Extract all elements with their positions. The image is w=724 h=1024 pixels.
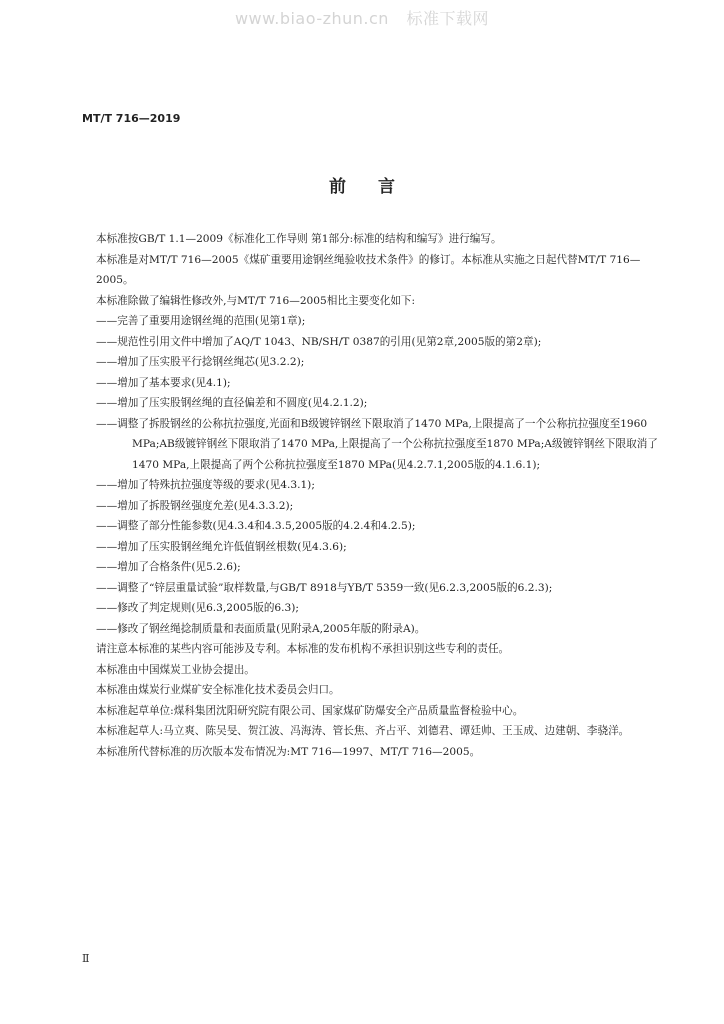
paragraph: 本标准所代替标准的历次版本发布情况为:MT 716—1997、MT/T 716—2005。 — [96, 745, 481, 758]
change-item: ——增加了基本要求(见4.1); — [96, 376, 231, 389]
paragraph: 本标准由中国煤炭工业协会提出。 — [96, 663, 255, 676]
change-item: ——增加了压实股钢丝绳允许低值钢丝根数(见4.3.6); — [96, 540, 347, 553]
change-item: ——修改了判定规则(见6.3,2005版的6.3); — [96, 602, 299, 614]
change-item: ——增加了压实股平行捻钢丝绳芯(见3.2.2); — [96, 356, 305, 368]
paragraph: 请注意本标准的某些内容可能涉及专利。本标准的发布机构不承担识别这些专利的责任。 — [96, 643, 510, 655]
paragraph: 本标准起草单位:煤科集团沈阳研究院有限公司、国家煤矿防爆安全产品质量监督检验中心。 — [96, 704, 524, 717]
change-item: ——增加了合格条件(见5.2.6); — [96, 561, 241, 573]
page-number: Ⅱ — [82, 952, 90, 965]
paragraph: 本标准是对MT/T 716—2005《煤矿重要用途钢丝绳验收技术条件》的修订。本标准从实施之日起代替MT/T 716—2005。 — [96, 253, 641, 286]
change-item: ——完善了重要用途钢丝绳的范围(见第1章); — [96, 315, 306, 327]
change-item: ——规范性引用文件中增加了AQ/T 1043、NB/SH/T 0387的引用(见第2章,2005版的第2章); — [96, 335, 542, 348]
paragraph: 本标准除做了编辑性修改外,与MT/T 716—2005相比主要变化如下: — [96, 294, 416, 307]
change-item: ——增加了特殊抗拉强度等级的要求(见4.3.1); — [96, 479, 315, 491]
paragraph: 本标准起草人:马立爽、陈吴旻、贺江波、冯海涛、管长焦、齐占平、刘德君、谭廷帅、王玉成、边建朝、李骁洋。 — [96, 725, 630, 737]
watermark-site: 标准下载网 — [406, 9, 490, 28]
document-code: MT/T 716—2019 — [82, 112, 181, 125]
paragraph: 本标准由煤炭行业煤矿安全标准化技术委员会归口。 — [96, 684, 340, 696]
page-title: 前言 — [329, 177, 427, 197]
document-body — [96, 229, 662, 762]
watermark — [0, 6, 724, 29]
paragraph: 本标准按GB/T 1.1—2009《标准化工作导则 第1部分:标准的结构和编写》进行编写。 — [96, 233, 502, 245]
watermark-url: www.biao-zhun.cn — [234, 9, 389, 28]
change-item: ——增加了压实股钢丝绳的直径偏差和不圆度(见4.2.1.2); — [96, 397, 368, 409]
change-item: ——增加了拆股钢丝强度允差(见4.3.3.2); — [96, 499, 294, 512]
change-item: ——调整了部分性能参数(见4.3.4和4.3.5,2005版的4.2.4和4.2.5); — [96, 520, 416, 532]
change-item: ——调整了“锌层重量试验”取样数量,与GB/T 8918与YB/T 5359一致(见6.2.3,2005版的6.2.3); — [96, 581, 553, 594]
change-item: ——修改了钢丝绳捻制质量和表面质量(见附录A,2005年版的附录A)。 — [96, 622, 426, 635]
change-item: ——调整了拆股钢丝的公称抗拉强度,光面和B级镀锌钢丝下限取消了1470 MPa,上限提高了一个公称抗拉强度至1960 MPa;AB级镀锌钢丝下限取消了1470 MPa,上限提高了一个公称抗拉强度至1870 MPa;A级镀锌钢丝下限取消了1470 MPa,上限提高了两个公称抗拉强度至1870 MPa(见4.2.7.1,2005版的4.1.6.1); — [96, 417, 658, 471]
